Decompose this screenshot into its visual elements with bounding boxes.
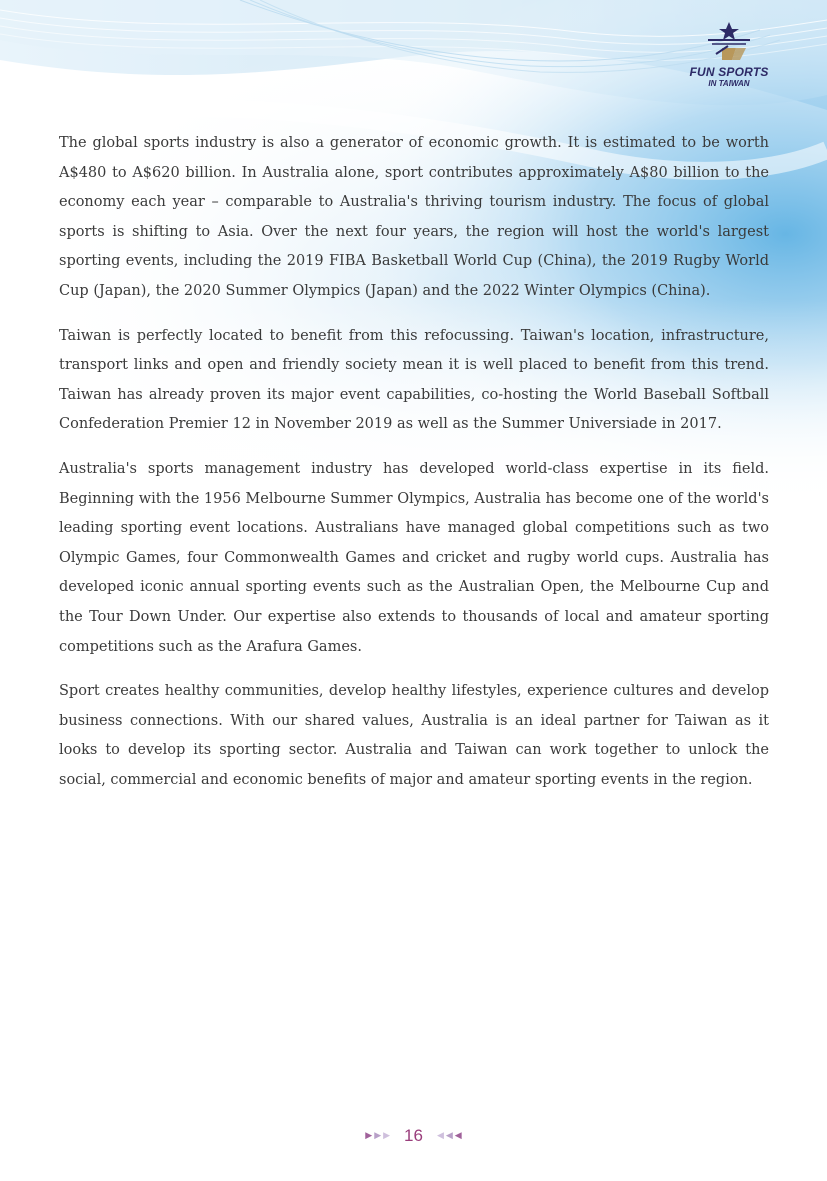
paragraph-australia-expertise: Australia's sports management industry has developed world-class expertise in its field. Beginning with the 1956 Melbourne Summer Olympics, Australia has become one of the world's leading sporting event locations. Australians have managed global competitions such as two Olympic Games, four Commonwealth Games and cricket and rugby world cups. Australia has developed iconic annual sporting events such as the Australian Open, the Melbourne Cup and the Tour Down Under. Our expertise also extends to thousands of local and amateur sporting competitions such as the Arafura Games. <box>59 460 769 655</box>
triangle-left-icon: ◀ ◀ ◀ <box>436 1131 462 1141</box>
fun-sports-logo <box>684 20 774 92</box>
triangle-right-icon: ▶ ▶ ▶ <box>365 1131 391 1141</box>
logo-title: FUN SPORTS <box>689 65 769 79</box>
paragraph-taiwan-location: Taiwan is perfectly located to benefit from this refocussing. Taiwan's location, infrastructure, transport links and open and friendly society mean it is well placed to benefit from this trend. Taiwan has already proven its major event capabilities, co-hosting the World Baseball Softball Confederation Premier 12 in November 2019 as well as the Summer Universiade in 2017. <box>59 327 769 433</box>
page-number: 16 <box>404 1126 423 1145</box>
paragraph-partnership: Sport creates healthy communities, develop healthy lifestyles, experience cultures and develop business connections. With our shared values, Australia is an ideal partner for Taiwan as it looks to develop its sporting sector. Australia and Taiwan can work together to unlock the social, commercial and economic benefits of major and amateur sporting events in the region. <box>59 683 769 788</box>
logo-subtitle: IN TAIWAN <box>708 79 750 88</box>
runner-star-icon <box>702 20 756 64</box>
paragraph-economic-growth: The global sports industry is also a generator of economic growth. It is estimated to be worth A$480 to A$620 billion. In Australia alone, sport contributes approximately A$80 billion to the economy each year – comparable to Australia's thriving tourism industry. The focus of global sports is shifting to Asia. Over the next four years, the region will host the world's largest sporting events, including the 2019 FIBA Basketball World Cup (China), the 2019 Rugby World Cup (Japan), the 2020 Summer Olympics (Japan) and the 2022 Winter Olympics (China). <box>59 135 769 299</box>
page-footer <box>0 1122 827 1150</box>
main-content <box>59 129 769 810</box>
